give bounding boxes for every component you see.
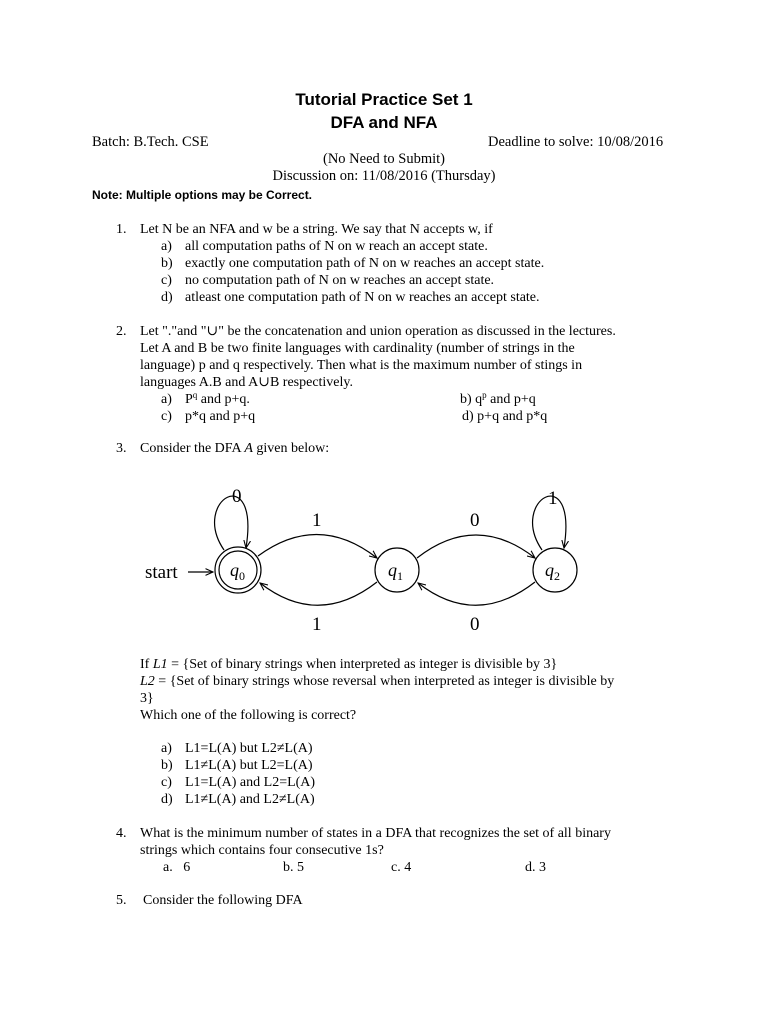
option-text-base: P bbox=[185, 392, 193, 407]
self-loop-q2-label: 1 bbox=[548, 488, 558, 509]
dfa-diagram bbox=[140, 470, 620, 640]
option-label: d) bbox=[161, 792, 173, 807]
l1-variable: L1 bbox=[152, 657, 168, 672]
edge-q1-q2-label: 0 bbox=[470, 510, 480, 531]
question-text bbox=[140, 825, 680, 859]
option-text: atleast one computation path of N on w reaches an accept state. bbox=[185, 290, 540, 305]
option-text: L1=L(A) but L2≠L(A) bbox=[185, 741, 313, 756]
q3-option-b bbox=[161, 757, 313, 774]
question-text bbox=[140, 440, 680, 457]
option-label: a) bbox=[161, 392, 172, 407]
start-label: start bbox=[145, 562, 178, 583]
q2-option-b bbox=[460, 391, 536, 408]
q1-option-d bbox=[161, 289, 540, 306]
intro-text: given below: bbox=[252, 441, 330, 456]
q3-l1-definition bbox=[140, 656, 700, 673]
option-label: c) bbox=[161, 775, 172, 790]
question-number: 2. bbox=[116, 324, 127, 339]
l2-text: = {Set of binary strings whose reversal when interpreted as integer is divisible by bbox=[154, 674, 615, 689]
page-subtitle: DFA and NFA bbox=[330, 113, 438, 132]
edge-q1-q2 bbox=[417, 535, 535, 558]
question-text: Consider the following DFA bbox=[143, 893, 303, 908]
edge-q2-q1-label: 0 bbox=[470, 614, 480, 635]
option-text: L1≠L(A) and L2≠L(A) bbox=[185, 792, 315, 807]
q4-option-a: a. 6 bbox=[163, 860, 191, 875]
edge-q0-q1-label: 1 bbox=[312, 510, 322, 531]
q3-option-a bbox=[161, 740, 313, 757]
option-text-rest: and p+q bbox=[486, 392, 536, 407]
question-number: 5. bbox=[116, 893, 127, 908]
q2-option-a bbox=[161, 391, 250, 408]
dfa-variable: A bbox=[244, 441, 253, 456]
option-text-rest: and p+q. bbox=[197, 392, 250, 407]
question-number: 4. bbox=[116, 826, 127, 841]
option-superscript: q bbox=[192, 390, 198, 400]
q1-option-c bbox=[161, 272, 494, 289]
no-submit-text: (No Need to Submit) bbox=[322, 151, 446, 167]
option-label: b) bbox=[460, 392, 472, 407]
edge-q2-q1 bbox=[418, 582, 535, 605]
state-q2-label: $q_2$ bbox=[545, 560, 560, 583]
q3-option-d bbox=[161, 791, 315, 808]
l1-prefix: If bbox=[140, 657, 153, 672]
option-text: no computation path of N on w reaches an accept state. bbox=[185, 273, 495, 288]
option-label: d) bbox=[462, 409, 474, 424]
question-text bbox=[140, 323, 680, 391]
question-number: 3. bbox=[116, 441, 127, 456]
question-line: What is the minimum number of states in a DFA that recognizes the set of all binary bbox=[140, 826, 611, 841]
option-label: b) bbox=[161, 256, 173, 271]
state-q0-label: $q_0$ bbox=[230, 560, 245, 583]
self-loop-q0-label: 0 bbox=[232, 486, 242, 507]
edge-q1-q0-label: 1 bbox=[312, 614, 322, 635]
q1-option-b bbox=[161, 255, 544, 272]
question-line: Let "."and "∪" be the concatenation and union operation as discussed in the lectures. bbox=[140, 324, 616, 339]
option-text: p*q and p+q bbox=[185, 409, 256, 424]
note-text: Note: Multiple options may be Correct. bbox=[92, 188, 313, 202]
q4-option-d: d. 3 bbox=[525, 860, 546, 875]
question-line: Let A and B be two finite languages with cardinality (number of strings in the bbox=[140, 341, 575, 356]
option-text: all computation paths of N on w reach an accept state. bbox=[185, 239, 488, 254]
option-superscript: p bbox=[482, 390, 487, 400]
edge-q0-q1 bbox=[258, 534, 377, 558]
q4-option-b: b. 5 bbox=[283, 860, 304, 875]
option-label: c) bbox=[161, 409, 172, 424]
question-text: Let N be an NFA and w be a string. We say that N accepts w, if bbox=[140, 222, 493, 237]
q3-question: Which one of the following is correct? bbox=[140, 708, 357, 723]
q2-option-c bbox=[161, 408, 255, 425]
question-line: languages A.B and A∪B respectively. bbox=[140, 375, 354, 390]
option-label: a) bbox=[161, 741, 172, 756]
edge-q1-q0 bbox=[260, 582, 377, 605]
l2-variable: L2 bbox=[140, 674, 155, 689]
option-label: d) bbox=[161, 290, 173, 305]
option-label: b) bbox=[161, 758, 173, 773]
option-text: L1=L(A) and L2=L(A) bbox=[185, 775, 316, 790]
q1-option-a bbox=[161, 238, 488, 255]
option-text: p+q and p*q bbox=[477, 409, 548, 424]
q2-option-d bbox=[462, 408, 547, 425]
q3-l2-definition bbox=[140, 673, 700, 690]
l1-text: = {Set of binary strings when interpreted as integer is divisible by 3} bbox=[167, 657, 558, 672]
q4-option-c: c. 4 bbox=[391, 860, 412, 875]
q3-l2-continuation: 3} bbox=[140, 691, 154, 706]
intro-text: Consider the DFA bbox=[140, 441, 245, 456]
option-label: c) bbox=[161, 273, 172, 288]
option-text: exactly one computation path of N on w reaches an accept state. bbox=[185, 256, 545, 271]
option-text: L1≠L(A) but L2=L(A) bbox=[185, 758, 313, 773]
question-line: language) p and q respectively. Then what is the maximum number of stings in bbox=[140, 358, 583, 373]
page-title: Tutorial Practice Set 1 bbox=[295, 90, 473, 109]
deadline-text: Deadline to solve: 10/08/2016 bbox=[488, 134, 664, 150]
question-line: strings which contains four consecutive 1s? bbox=[140, 843, 384, 858]
batch-text: Batch: B.Tech. CSE bbox=[92, 134, 209, 150]
option-text-base: q bbox=[475, 392, 483, 407]
option-label: a) bbox=[161, 239, 172, 254]
question-number: 1. bbox=[116, 222, 127, 237]
q3-option-c bbox=[161, 774, 315, 791]
state-q1-label: $q_1$ bbox=[388, 560, 403, 583]
discussion-text: Discussion on: 11/08/2016 (Thursday) bbox=[272, 168, 496, 184]
